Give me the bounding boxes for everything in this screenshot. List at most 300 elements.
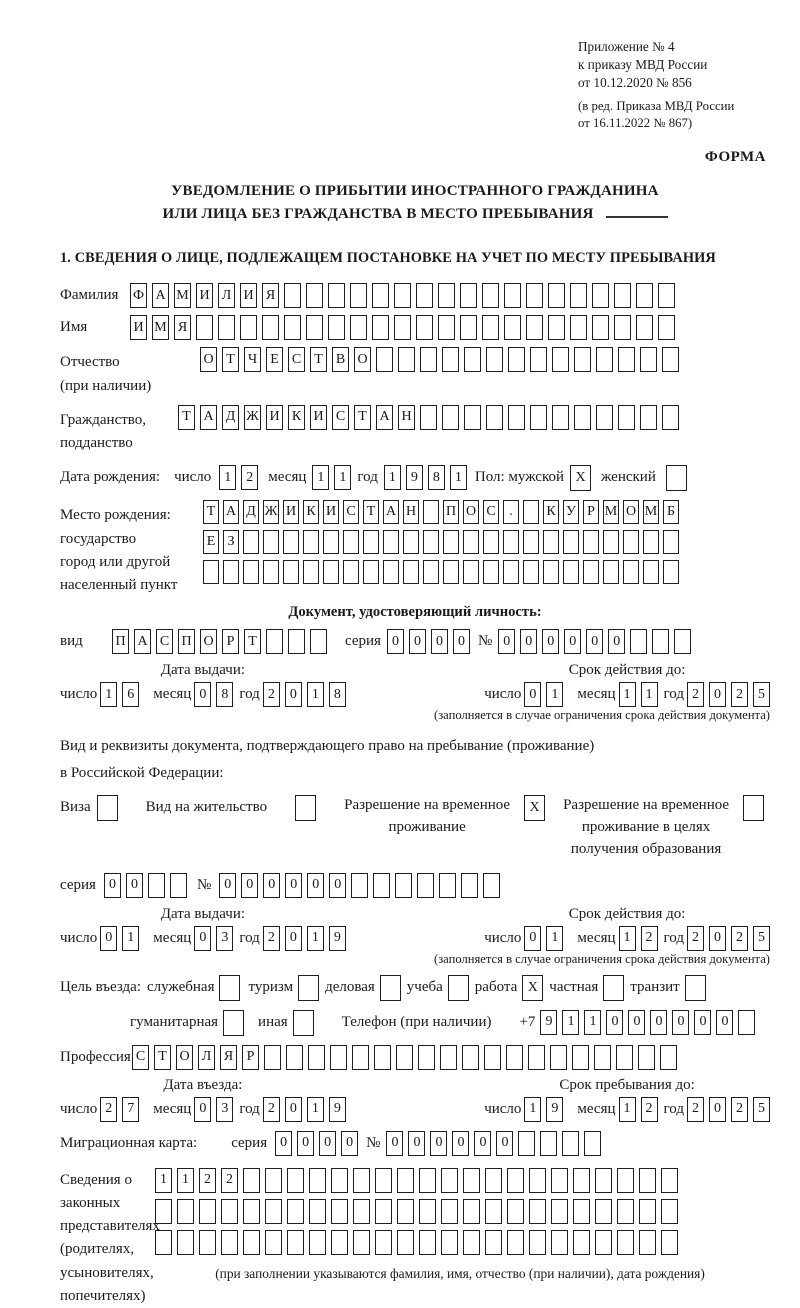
form-cell[interactable] (462, 1045, 479, 1070)
form-cell[interactable] (383, 530, 399, 554)
form-cell[interactable]: И (240, 283, 257, 308)
form-cell[interactable]: 2 (687, 1097, 704, 1122)
form-cell[interactable]: 0 (608, 629, 625, 654)
form-cell[interactable] (419, 1230, 436, 1255)
form-cell[interactable]: 0 (452, 1131, 469, 1156)
form-cell[interactable] (303, 530, 319, 554)
form-cell[interactable]: И (266, 405, 283, 430)
form-cell[interactable] (397, 1168, 414, 1193)
residence-issue-year-grid[interactable] (263, 926, 346, 951)
form-cell[interactable] (309, 1230, 326, 1255)
form-cell[interactable] (397, 1230, 414, 1255)
form-cell[interactable]: И (310, 405, 327, 430)
form-cell[interactable]: 2 (641, 1097, 658, 1122)
form-cell[interactable]: 0 (524, 682, 541, 707)
form-cell[interactable]: Т (154, 1045, 171, 1070)
form-cell[interactable] (573, 1199, 590, 1224)
form-cell[interactable]: 1 (562, 1010, 579, 1035)
form-cell[interactable] (308, 1045, 325, 1070)
form-cell[interactable]: 1 (155, 1168, 172, 1193)
form-cell[interactable] (603, 560, 619, 584)
form-cell[interactable] (658, 315, 675, 340)
form-cell[interactable]: Я (262, 283, 279, 308)
form-cell[interactable] (442, 347, 459, 372)
stay-year-grid[interactable] (687, 1097, 770, 1122)
form-cell[interactable]: 2 (263, 1097, 280, 1122)
form-cell[interactable] (295, 795, 316, 821)
form-cell[interactable] (438, 315, 455, 340)
form-cell[interactable]: М (174, 283, 191, 308)
form-cell[interactable] (463, 1168, 480, 1193)
form-cell[interactable] (394, 315, 411, 340)
form-cell[interactable] (265, 1230, 282, 1255)
form-cell[interactable] (418, 1045, 435, 1070)
form-cell[interactable] (351, 873, 368, 898)
form-cell[interactable]: 0 (709, 682, 726, 707)
form-cell[interactable]: О (200, 347, 217, 372)
form-cell[interactable] (423, 560, 439, 584)
form-cell[interactable] (293, 1010, 314, 1036)
form-cell[interactable]: Ч (244, 347, 261, 372)
form-cell[interactable] (243, 1168, 260, 1193)
form-cell[interactable] (486, 405, 503, 430)
form-cell[interactable]: 0 (606, 1010, 623, 1035)
form-cell[interactable]: Т (222, 347, 239, 372)
form-cell[interactable] (442, 405, 459, 430)
form-cell[interactable] (685, 975, 706, 1001)
form-cell[interactable] (570, 283, 587, 308)
form-cell[interactable]: М (152, 315, 169, 340)
representatives-grid-row-3[interactable] (155, 1230, 678, 1255)
form-cell[interactable] (350, 283, 367, 308)
form-cell[interactable]: 1 (219, 465, 236, 490)
form-cell[interactable] (630, 629, 647, 654)
form-cell[interactable]: Л (198, 1045, 215, 1070)
form-cell[interactable]: Т (310, 347, 327, 372)
residence-expiry-day-grid[interactable] (524, 926, 563, 951)
form-cell[interactable] (423, 500, 439, 524)
form-cell[interactable]: 0 (387, 629, 404, 654)
form-cell[interactable]: 2 (687, 926, 704, 951)
doc-kind-grid[interactable] (112, 629, 327, 654)
form-cell[interactable] (417, 873, 434, 898)
form-cell[interactable] (243, 530, 259, 554)
form-cell[interactable]: 8 (329, 682, 346, 707)
form-cell[interactable] (596, 405, 613, 430)
form-cell[interactable] (380, 975, 401, 1001)
form-cell[interactable] (441, 1199, 458, 1224)
form-cell[interactable] (574, 405, 591, 430)
form-cell[interactable] (298, 975, 319, 1001)
form-cell[interactable] (398, 347, 415, 372)
form-cell[interactable] (484, 1045, 501, 1070)
form-cell[interactable] (548, 283, 565, 308)
form-cell[interactable] (448, 975, 469, 1001)
form-cell[interactable] (551, 1199, 568, 1224)
form-cell[interactable] (530, 347, 547, 372)
form-cell[interactable] (330, 1045, 347, 1070)
form-cell[interactable] (328, 315, 345, 340)
surname-grid[interactable] (130, 283, 675, 308)
form-cell[interactable] (507, 1230, 524, 1255)
form-cell[interactable] (508, 405, 525, 430)
form-cell[interactable] (441, 1230, 458, 1255)
form-cell[interactable] (331, 1230, 348, 1255)
form-cell[interactable]: О (354, 347, 371, 372)
form-cell[interactable] (662, 347, 679, 372)
form-cell[interactable]: А (383, 500, 399, 524)
form-cell[interactable] (486, 347, 503, 372)
form-cell[interactable]: Д (243, 500, 259, 524)
form-cell[interactable]: С (132, 1045, 149, 1070)
form-cell[interactable]: Д (222, 405, 239, 430)
residence-issue-month-grid[interactable] (194, 926, 233, 951)
form-cell[interactable]: 1 (619, 682, 636, 707)
form-cell[interactable] (306, 283, 323, 308)
purpose-transit-checkbox[interactable] (685, 975, 706, 1001)
form-cell[interactable]: А (152, 283, 169, 308)
form-cell[interactable] (221, 1199, 238, 1224)
form-cell[interactable] (658, 283, 675, 308)
form-cell[interactable]: . (503, 500, 519, 524)
form-cell[interactable] (461, 873, 478, 898)
form-cell[interactable] (363, 560, 379, 584)
form-cell[interactable] (97, 795, 118, 821)
form-cell[interactable] (331, 1199, 348, 1224)
form-cell[interactable] (614, 283, 631, 308)
entry-month-grid[interactable] (194, 1097, 233, 1122)
purpose-private-checkbox[interactable] (603, 975, 624, 1001)
form-cell[interactable]: 2 (263, 926, 280, 951)
residence-expiry-month-grid[interactable] (619, 926, 658, 951)
patronymic-grid[interactable] (200, 347, 679, 372)
form-cell[interactable]: 3 (216, 1097, 233, 1122)
entry-day-grid[interactable] (100, 1097, 139, 1122)
form-cell[interactable] (639, 1199, 656, 1224)
form-cell[interactable]: 0 (285, 926, 302, 951)
form-cell[interactable]: Е (266, 347, 283, 372)
form-cell[interactable] (263, 530, 279, 554)
expiry-day-grid[interactable] (524, 682, 563, 707)
form-cell[interactable]: 9 (329, 926, 346, 951)
form-cell[interactable]: 5 (753, 682, 770, 707)
form-cell[interactable]: 1 (307, 926, 324, 951)
form-cell[interactable]: 8 (428, 465, 445, 490)
form-cell[interactable] (548, 315, 565, 340)
form-cell[interactable] (460, 315, 477, 340)
form-cell[interactable]: Н (398, 405, 415, 430)
form-cell[interactable]: 2 (263, 682, 280, 707)
form-cell[interactable] (596, 347, 613, 372)
form-cell[interactable]: 3 (216, 926, 233, 951)
form-cell[interactable]: О (623, 500, 639, 524)
form-cell[interactable]: X (570, 465, 591, 491)
form-cell[interactable] (287, 1230, 304, 1255)
form-cell[interactable]: X (524, 795, 545, 821)
form-cell[interactable] (177, 1199, 194, 1224)
form-cell[interactable]: 2 (687, 682, 704, 707)
form-cell[interactable] (652, 629, 669, 654)
form-cell[interactable]: 9 (540, 1010, 557, 1035)
form-cell[interactable] (395, 873, 412, 898)
form-cell[interactable] (485, 1168, 502, 1193)
form-cell[interactable]: Р (583, 500, 599, 524)
birthplace-grid-row-1[interactable] (203, 500, 679, 524)
form-cell[interactable]: 6 (122, 682, 139, 707)
form-cell[interactable] (482, 283, 499, 308)
form-cell[interactable]: 0 (104, 873, 121, 898)
form-cell[interactable] (375, 1199, 392, 1224)
citizenship-grid[interactable] (178, 405, 679, 430)
form-cell[interactable]: А (134, 629, 151, 654)
form-cell[interactable] (240, 315, 257, 340)
form-cell[interactable]: 0 (542, 629, 559, 654)
form-cell[interactable]: П (112, 629, 129, 654)
form-cell[interactable] (562, 1131, 579, 1156)
form-cell[interactable] (439, 873, 456, 898)
form-cell[interactable] (463, 560, 479, 584)
form-cell[interactable] (483, 530, 499, 554)
form-cell[interactable] (592, 315, 609, 340)
form-cell[interactable] (603, 530, 619, 554)
form-cell[interactable] (483, 873, 500, 898)
residence-issue-day-grid[interactable] (100, 926, 139, 951)
form-cell[interactable] (550, 1045, 567, 1070)
form-cell[interactable]: 1 (619, 1097, 636, 1122)
form-cell[interactable]: С (288, 347, 305, 372)
form-cell[interactable] (460, 283, 477, 308)
form-cell[interactable]: Ж (263, 500, 279, 524)
form-cell[interactable] (266, 629, 283, 654)
form-cell[interactable] (743, 795, 764, 821)
form-cell[interactable]: С (332, 405, 349, 430)
form-cell[interactable] (196, 315, 213, 340)
form-cell[interactable]: О (463, 500, 479, 524)
form-cell[interactable]: 0 (408, 1131, 425, 1156)
form-cell[interactable]: 0 (285, 1097, 302, 1122)
form-cell[interactable]: 1 (307, 1097, 324, 1122)
phone-grid[interactable] (540, 1010, 755, 1035)
form-cell[interactable] (506, 1045, 523, 1070)
form-cell[interactable]: 0 (474, 1131, 491, 1156)
form-cell[interactable] (640, 405, 657, 430)
form-cell[interactable] (464, 347, 481, 372)
form-cell[interactable] (660, 1045, 677, 1070)
form-cell[interactable]: 0 (709, 1097, 726, 1122)
form-cell[interactable]: 1 (177, 1168, 194, 1193)
form-cell[interactable]: Б (663, 500, 679, 524)
form-cell[interactable] (306, 315, 323, 340)
purpose-tourism-checkbox[interactable] (298, 975, 319, 1001)
form-cell[interactable] (595, 1199, 612, 1224)
form-cell[interactable] (530, 405, 547, 430)
form-cell[interactable] (265, 1168, 282, 1193)
form-cell[interactable] (199, 1230, 216, 1255)
form-cell[interactable] (443, 560, 459, 584)
form-cell[interactable]: 8 (216, 682, 233, 707)
form-cell[interactable]: У (563, 500, 579, 524)
form-cell[interactable]: К (288, 405, 305, 430)
form-cell[interactable] (594, 1045, 611, 1070)
doc-series-grid[interactable] (387, 629, 470, 654)
form-cell[interactable] (584, 1131, 601, 1156)
form-cell[interactable] (614, 315, 631, 340)
form-cell[interactable]: 5 (753, 1097, 770, 1122)
sex-female-checkbox[interactable] (666, 465, 687, 491)
form-cell[interactable] (375, 1230, 392, 1255)
form-cell[interactable] (343, 530, 359, 554)
form-cell[interactable]: 0 (386, 1131, 403, 1156)
form-cell[interactable]: 0 (564, 629, 581, 654)
form-cell[interactable] (148, 873, 165, 898)
form-cell[interactable] (504, 283, 521, 308)
form-cell[interactable]: В (332, 347, 349, 372)
form-cell[interactable] (523, 500, 539, 524)
form-cell[interactable] (507, 1199, 524, 1224)
form-cell[interactable]: Р (242, 1045, 259, 1070)
form-cell[interactable] (352, 1045, 369, 1070)
form-cell[interactable] (661, 1168, 678, 1193)
form-cell[interactable]: П (443, 500, 459, 524)
form-cell[interactable] (528, 1045, 545, 1070)
purpose-official-checkbox[interactable] (219, 975, 240, 1001)
residence-number-grid[interactable] (219, 873, 500, 898)
purpose-study-checkbox[interactable] (448, 975, 469, 1001)
form-cell[interactable] (552, 347, 569, 372)
form-cell[interactable] (636, 283, 653, 308)
form-cell[interactable] (309, 1168, 326, 1193)
stay-month-grid[interactable] (619, 1097, 658, 1122)
form-cell[interactable] (551, 1168, 568, 1193)
form-cell[interactable] (284, 283, 301, 308)
form-cell[interactable] (420, 405, 437, 430)
form-cell[interactable]: Н (403, 500, 419, 524)
form-cell[interactable]: 0 (453, 629, 470, 654)
form-cell[interactable] (639, 1168, 656, 1193)
form-cell[interactable] (155, 1230, 172, 1255)
form-cell[interactable] (310, 629, 327, 654)
expiry-month-grid[interactable] (619, 682, 658, 707)
form-cell[interactable]: Т (363, 500, 379, 524)
form-cell[interactable] (563, 560, 579, 584)
form-cell[interactable] (523, 560, 539, 584)
form-cell[interactable] (284, 315, 301, 340)
form-cell[interactable] (199, 1199, 216, 1224)
form-cell[interactable]: А (376, 405, 393, 430)
form-cell[interactable] (376, 347, 393, 372)
form-cell[interactable] (643, 560, 659, 584)
firstname-grid[interactable] (130, 315, 675, 340)
form-cell[interactable] (583, 530, 599, 554)
form-cell[interactable] (372, 315, 389, 340)
form-cell[interactable]: 1 (122, 926, 139, 951)
form-cell[interactable] (464, 405, 481, 430)
form-cell[interactable]: 2 (221, 1168, 238, 1193)
form-cell[interactable] (563, 530, 579, 554)
form-cell[interactable] (438, 283, 455, 308)
form-cell[interactable]: И (283, 500, 299, 524)
form-cell[interactable] (423, 530, 439, 554)
form-cell[interactable] (543, 560, 559, 584)
form-cell[interactable] (463, 1199, 480, 1224)
form-cell[interactable]: 0 (672, 1010, 689, 1035)
form-cell[interactable] (639, 1230, 656, 1255)
form-cell[interactable]: М (643, 500, 659, 524)
form-cell[interactable]: 0 (126, 873, 143, 898)
form-cell[interactable] (636, 315, 653, 340)
form-cell[interactable] (443, 530, 459, 554)
form-cell[interactable] (483, 560, 499, 584)
form-cell[interactable] (573, 1168, 590, 1193)
edu-permit-checkbox[interactable] (743, 795, 764, 821)
form-cell[interactable]: 0 (709, 926, 726, 951)
form-cell[interactable]: 1 (312, 465, 329, 490)
form-cell[interactable] (523, 530, 539, 554)
residence-series-grid[interactable] (104, 873, 187, 898)
form-cell[interactable]: 0 (263, 873, 280, 898)
form-cell[interactable] (526, 283, 543, 308)
form-cell[interactable] (583, 560, 599, 584)
form-cell[interactable] (397, 1199, 414, 1224)
issue-month-grid[interactable] (194, 682, 233, 707)
form-cell[interactable] (440, 1045, 457, 1070)
form-cell[interactable]: К (303, 500, 319, 524)
form-cell[interactable] (503, 560, 519, 584)
form-cell[interactable] (616, 1045, 633, 1070)
form-cell[interactable] (177, 1230, 194, 1255)
purpose-other-checkbox[interactable] (293, 1010, 314, 1036)
form-cell[interactable] (155, 1199, 172, 1224)
form-cell[interactable] (504, 315, 521, 340)
form-cell[interactable]: О (200, 629, 217, 654)
migration-card-number-grid[interactable] (386, 1131, 601, 1156)
form-cell[interactable] (350, 315, 367, 340)
form-cell[interactable]: 2 (199, 1168, 216, 1193)
form-cell[interactable]: 1 (450, 465, 467, 490)
form-cell[interactable] (416, 315, 433, 340)
form-cell[interactable] (243, 1199, 260, 1224)
form-cell[interactable] (309, 1199, 326, 1224)
birthplace-grid-row-2[interactable] (203, 530, 679, 554)
form-cell[interactable] (403, 560, 419, 584)
form-cell[interactable]: О (176, 1045, 193, 1070)
form-cell[interactable] (595, 1230, 612, 1255)
form-cell[interactable]: 7 (122, 1097, 139, 1122)
form-cell[interactable] (218, 315, 235, 340)
form-cell[interactable]: Т (244, 629, 261, 654)
form-cell[interactable]: 0 (586, 629, 603, 654)
form-cell[interactable] (617, 1230, 634, 1255)
form-cell[interactable] (551, 1230, 568, 1255)
form-cell[interactable]: 0 (496, 1131, 513, 1156)
form-cell[interactable] (374, 1045, 391, 1070)
form-cell[interactable] (623, 560, 639, 584)
form-cell[interactable]: Л (218, 283, 235, 308)
form-cell[interactable] (383, 560, 399, 584)
form-cell[interactable]: 0 (694, 1010, 711, 1035)
form-cell[interactable]: 0 (650, 1010, 667, 1035)
purpose-business-checkbox[interactable] (380, 975, 401, 1001)
form-cell[interactable]: 2 (731, 682, 748, 707)
form-cell[interactable] (288, 629, 305, 654)
form-cell[interactable]: 0 (241, 873, 258, 898)
form-cell[interactable] (663, 560, 679, 584)
form-cell[interactable]: 1 (384, 465, 401, 490)
form-cell[interactable] (529, 1199, 546, 1224)
form-cell[interactable] (617, 1168, 634, 1193)
form-cell[interactable]: Я (174, 315, 191, 340)
form-cell[interactable]: З (223, 530, 239, 554)
